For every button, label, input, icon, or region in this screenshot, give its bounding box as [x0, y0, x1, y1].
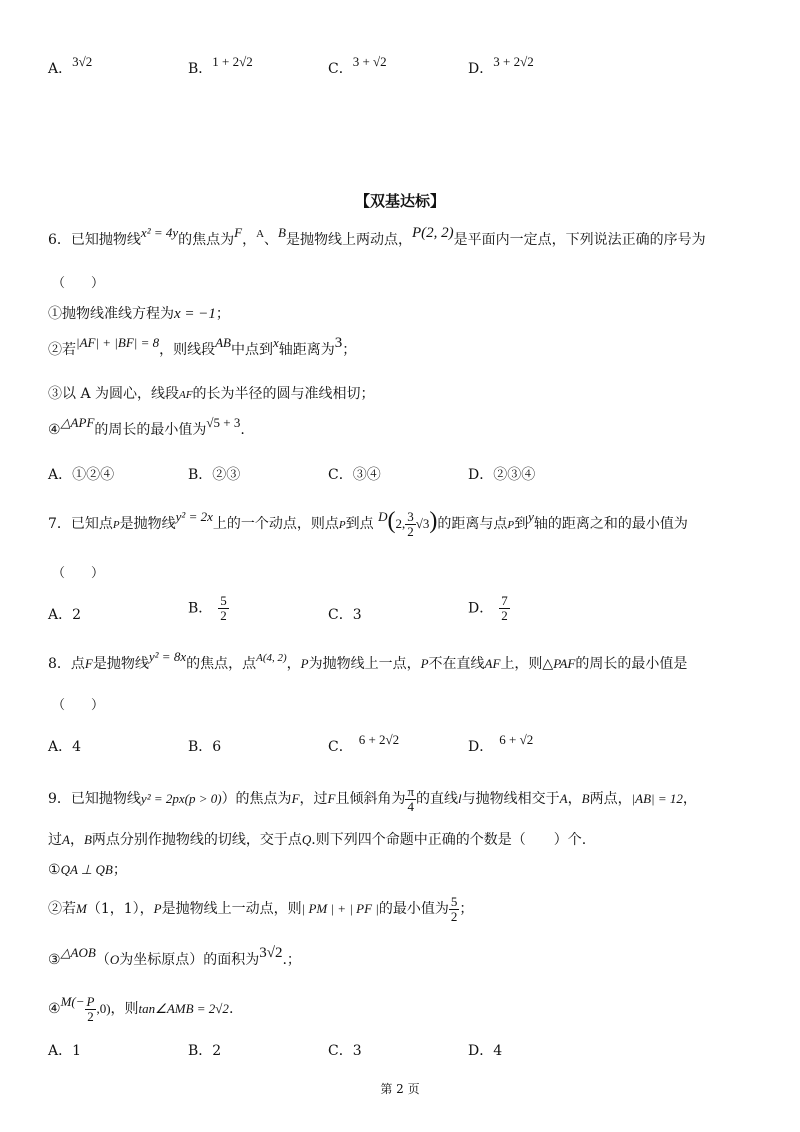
q5-option-c: C．3 + √2 — [328, 54, 387, 77]
q9-option-a: A．1 — [48, 1043, 82, 1059]
q9-stem-line2: 过A，B两点分别作抛物线的切线，交于点Q.则下列四个命题中正确的个数是（ ）个. — [48, 832, 587, 848]
q6-statement-3: ③以 A 为圆心，线段AF的长为半径的圆与准线相切； — [48, 386, 375, 402]
q6-option-d: D．②③④ — [468, 467, 536, 483]
q9-statement-4: ④M(− $\frac{P}{2}$ ,0)，则tan∠AMB = 2√2. — [48, 993, 234, 1024]
q9-statement-2: ②若M（1，1），P是抛物线上一动点，则| PM | + | PF |的最小值为 $\frac{5}{2}$ ； — [48, 893, 474, 924]
q6-statement-1: ①抛物线准线方程为x = −1； — [48, 306, 230, 322]
q6-paren: （ ） — [52, 276, 105, 291]
q8-option-d: D． 6 + √2 — [468, 732, 534, 755]
q7-option-b: B． $\frac{5}{2}$ — [188, 593, 227, 623]
q5-option-d: D．3 + 2√2 — [468, 54, 534, 77]
q8-option-c: C． 6 + 2√2 — [328, 732, 400, 755]
q7-option-d: D． $\frac{7}{2}$ — [468, 593, 508, 623]
q8-paren: （ ） — [52, 698, 105, 713]
q6-statement-4: ④△APF的周长的最小值为√5 + 3. — [48, 415, 245, 438]
q6-stem: 6．已知抛物线x² = 4y的焦点为F，$^A$、B是抛物线上两动点，P(2, 2)是平面内一定点，下列说法正确的序号为 — [48, 225, 706, 248]
q5-option-a: A．3√2 — [48, 54, 93, 77]
q7-option-a: A．2 — [48, 607, 82, 623]
q9-option-c: C．3 — [328, 1043, 362, 1059]
q8-stem: 8．点F是抛物线y² = 8x的焦点，点$^{A(4, 2)}$，P为抛物线上一点，P不在直线AF上，则△PAF的周长的最小值是 — [48, 649, 688, 672]
q6-statement-2: ②若|AF| + |BF| = 8，则线段AB中点到x轴距离为3； — [48, 335, 357, 358]
q7-stem: 7．已知点P是抛物线y² = 2x上的一个动点，则点P到点 D(2, $\frac{3}{2}$ √3)的距离与点P到y轴的距离之和的最小值为 — [48, 508, 688, 539]
q9-option-d: D．4 — [468, 1043, 503, 1059]
q6-option-a: A．①②④ — [48, 467, 115, 483]
q6-option-c: C．③④ — [328, 467, 381, 483]
q7-paren: （ ） — [52, 566, 105, 581]
q9-statement-3: ③△AOB（O为坐标原点）的面积为3√2.； — [48, 945, 301, 968]
q9-statement-1: ①QA ⊥ QB； — [48, 862, 127, 878]
q7-option-c: C．3 — [328, 607, 362, 623]
q5-option-b: B．1 + 2√2 — [188, 54, 253, 77]
section-title: 【双基达标】 — [354, 192, 445, 210]
q9-stem-line1: 9．已知抛物线y² = 2px(p > 0)）的焦点为F，过F且倾斜角为 $\frac{\pi}{4}$ 的直线l与抛物线相交于A，B两点，|AB| = 12， — [48, 783, 697, 814]
q8-option-a: A．4 — [48, 739, 82, 755]
q6-option-b: B．②③ — [188, 467, 241, 483]
q9-option-b: B．2 — [188, 1043, 222, 1059]
page-number: 第 2 页 — [380, 1082, 420, 1096]
q8-option-b: B．6 — [188, 739, 222, 755]
